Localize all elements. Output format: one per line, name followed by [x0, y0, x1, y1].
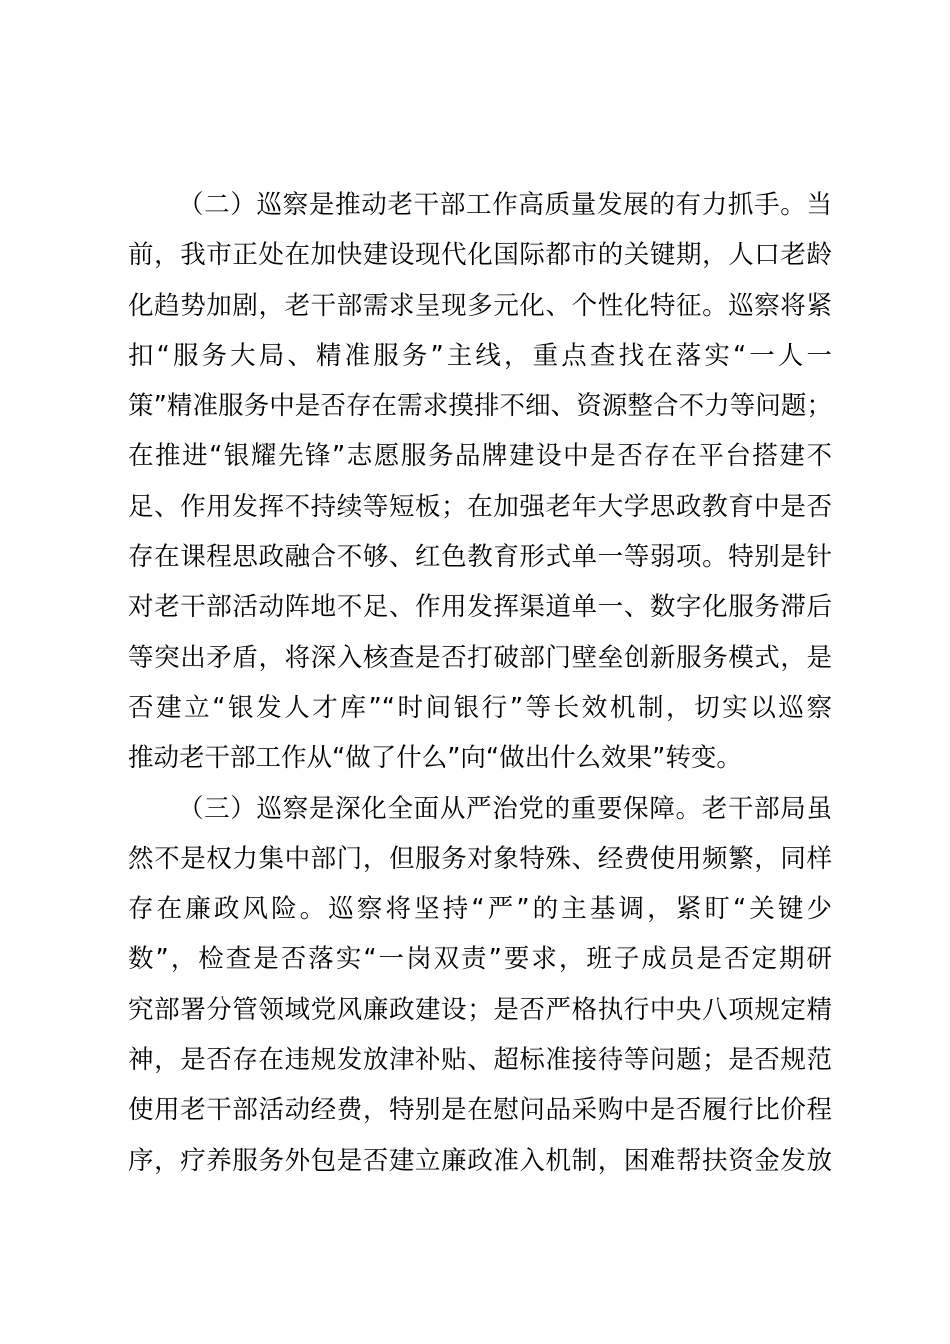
paragraph-line: 前，我市正处在加快建设现代化国际都市的关键期，人口老龄: [128, 240, 832, 271]
paragraph-line: 扣“服务大局、精准服务”主线，重点查找在落实“一人一: [128, 340, 832, 371]
paragraph-line: 数”，检查是否落实“一岗双责”要求，班子成员是否定期研: [128, 944, 832, 975]
document-body: [128, 180, 832, 1186]
paragraph-line: 化趋势加剧，老干部需求呈现多元化、个性化特征。巡察将紧: [128, 290, 832, 321]
paragraph-line: （二）巡察是推动老干部工作高质量发展的有力抓手。当: [178, 190, 832, 220]
paragraph-line: 等突出矛盾，将深入核查是否打破部门壁垒创新服务模式，是: [128, 642, 832, 673]
paragraph-line: 序，疗养服务外包是否建立廉政准入机制，困难帮扶资金发放: [128, 1145, 832, 1176]
paragraph-line: 足、作用发挥不持续等短板；在加强老年大学思政教育中是否: [128, 491, 832, 522]
paragraph-line: 在推进“银耀先锋”志愿服务品牌建设中是否存在平台搭建不: [128, 441, 832, 472]
paragraph-inspection-strict-governance: [128, 784, 832, 1186]
paragraph-line: 然不是权力集中部门，但服务对象特殊、经费使用频繁，同样: [128, 843, 832, 874]
paragraph-line: 存在课程思政融合不够、红色教育形式单一等弱项。特别是针: [128, 542, 832, 573]
paragraph-line: 神，是否存在违规发放津补贴、超标准接待等问题；是否规范: [128, 1045, 832, 1076]
paragraph-line: 推动老干部工作从“做了什么”向“做出什么效果”转变。: [128, 743, 742, 774]
paragraph-line: 否建立“银发人才库”“时间银行”等长效机制，切实以巡察: [128, 692, 832, 723]
paragraph-line: 对老干部活动阵地不足、作用发挥渠道单一、数字化服务滞后: [128, 592, 832, 623]
paragraph-line: （三）巡察是深化全面从严治党的重要保障。老干部局虽: [178, 793, 832, 824]
paragraph-line: 存在廉政风险。巡察将坚持“严”的主基调，紧盯“关键少: [128, 894, 832, 925]
paragraph-line: 使用老干部活动经费，特别是在慰问品采购中是否履行比价程: [128, 1095, 832, 1126]
paragraph-inspection-high-quality: [128, 180, 832, 784]
paragraph-line: 究部署分管领域党风廉政建设；是否严格执行中央八项规定精: [128, 994, 832, 1025]
paragraph-line: 策”精准服务中是否存在需求摸排不细、资源整合不力等问题；: [128, 391, 832, 422]
